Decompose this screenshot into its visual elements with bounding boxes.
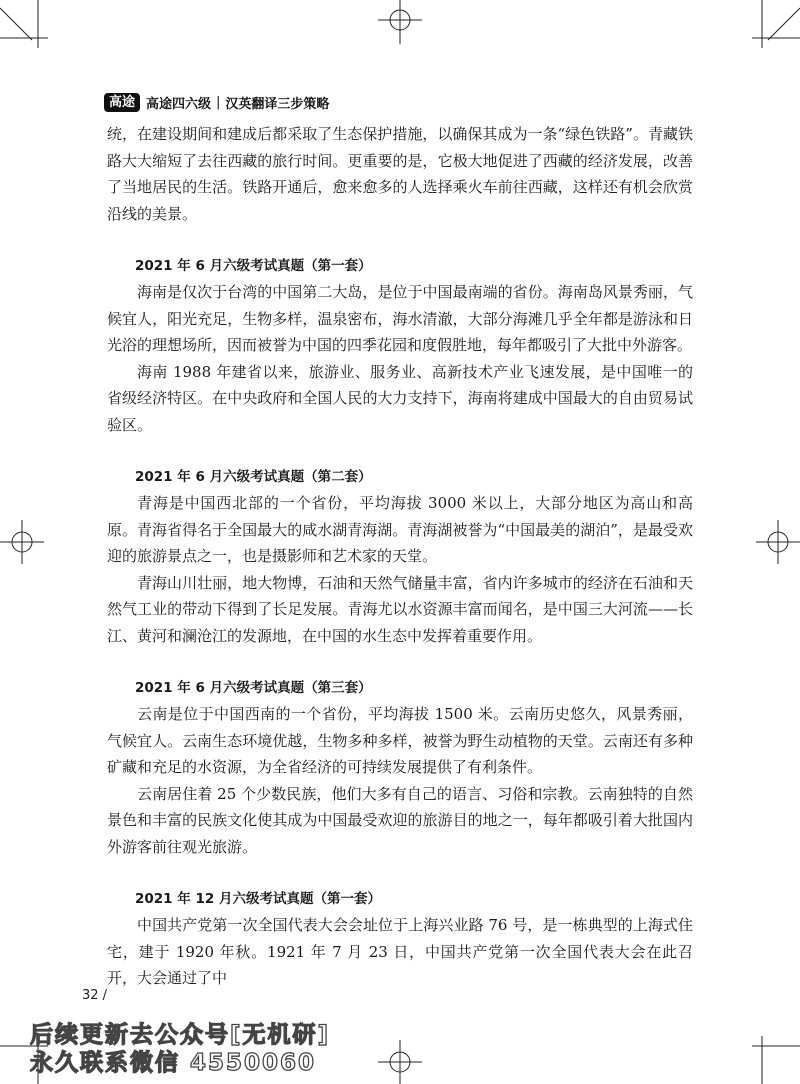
intro-paragraph: 统，在建设期间和建成后都采取了生态保护措施，以确保其成为一条“绿色铁路”。青藏铁路大大缩短了去往西藏的旅行时间。更重要的是，它极大地促进了西藏的经济发展，改善了当地居民的生活。铁路开通后，愈来愈多的人选择乘火车前往西藏，这样还有机会欣赏沿线的美景。 [107,125,693,223]
section-paragraph: 云南是位于中国西南的一个省份，平均海拔 1500 米。云南历史悠久，风景秀丽，气候宜人。云南生态环境优越，生物多种多样，被誉为野生动植物的天堂。云南还有多种矿藏和充足的水资源，为全省经济的可持续发展提供了有利条件。 [107,705,693,776]
section-paragraph: 青海山川壮丽，地大物博，石油和天然气储量丰富，省内许多城市的经济在石油和天然气工业的带动下得到了长足发展。青海尤以水资源丰富而闻名，是中国三大河流——长江、黄河和澜沧江的发源地，在中国的水生态中发挥着重要作用。 [107,573,693,645]
page-number: 32 / [82,988,108,1003]
section-paragraph: 中国共产党第一次全国代表大会会址位于上海兴业路 76 号，是一栋典型的上海式住宅，建于 1920 年秋。1921 年 7 月 23 日，中国共产党第一次全国代表大会在此召开，大会通过了中 [107,916,693,987]
brand-logo: 高途 [104,93,140,112]
header-separator: | [216,94,221,110]
watermark-line: 永久联系微信 4550060 [30,1050,317,1076]
section-paragraph: 青海是中国西北部的一个省份，平均海拔 3000 米以上，大部分地区为高山和高原。青海省得名于全国最大的咸水湖青海湖。青海湖被誉为“中国最美的湖泊”，是最受欢迎的旅游景点之一，也是摄影师和艺术家的天堂。 [107,494,693,565]
section-title: 2021 年 6 月六级考试真题（第二套） [135,469,372,485]
section-paragraph: 海南 1988 年建省以来，旅游业、服务业、高新技术产业飞速发展，是中国唯一的省级经济特区。在中央政府和全国人民的大力支持下，海南将建成中国最大的自由贸易试验区。 [107,362,693,434]
watermark-line: 后续更新去公众号[无机研] [30,1022,331,1048]
page-body [107,121,693,992]
section-title: 2021 年 6 月六级考试真题（第三套） [135,680,372,696]
chapter-title: 汉英翻译三步策略 [225,96,330,112]
brand-name: 高途四六级 [146,96,212,112]
section-paragraph: 海南是仅次于台湾的中国第二大岛，是位于中国最南端的省份。海南岛风景秀丽，气候宜人，阳光充足，生物多样，温泉密布，海水清澈，大部分海滩几乎全年都是游泳和日光浴的理想场所，因而被誉为中国的四季花园和度假胜地，每年都吸引了大批中外游客。 [107,283,693,354]
section-title: 2021 年 12 月六级考试真题（第一套） [135,891,381,907]
section-paragraph: 云南居住着 25 个少数民族，他们大多有自己的语言、习俗和宗教。云南独特的自然景色和丰富的民族文化使其成为中国最受欢迎的旅游目的地之一，每年都吸引着大批国内外游客前往观光旅游。 [107,784,693,856]
running-header [104,92,329,112]
section-title: 2021 年 6 月六级考试真题（第一套） [135,258,372,274]
